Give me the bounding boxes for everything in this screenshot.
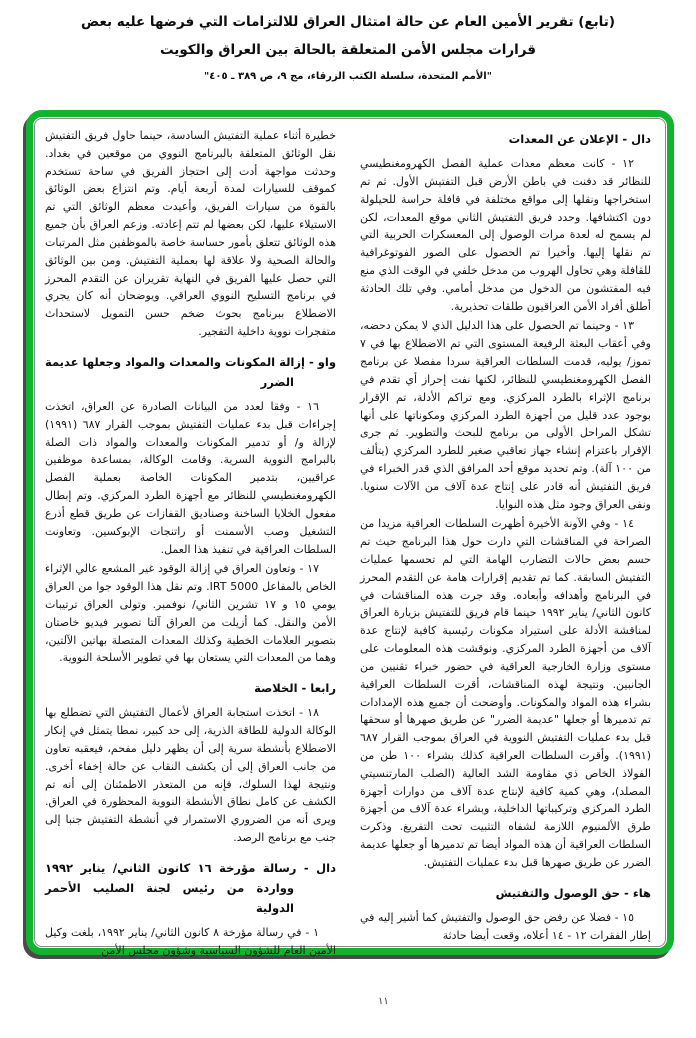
paragraph-13: ١٣ - وحينما تم الحصول على هذا الدليل الذي لا يمكن دحضه، وفي أعقاب البعثة الرفيعة المستوى التي تم الاضطلاع بها في ٧ تموز/ يوليه، قدمت السلطات العراقية سردا مفصلا عن برنامج الفصل الكهرومغنطيسي للنظائر، لكنها نفت إحراز أي تقدم في برنامج الإثراء بالطرد المركزي. ومع تراكم الأدلة، تم الإقرار بوجود عدد قليل من أجهزة الطرد المركزي ومكوناتها على أنها تشكل المراحل الأولى من برنامج للبحث والتطوير. ثم جرى الإقرار باعتزام إنشاء جهاز تعاقبي صغير للطرد المركزي (يتألف من ١٠٠ آلة). وتم تحديد موقع أحد المرافق الذي قدر الخبراء في فريق التفتيش أنه قادر على إنتاج عدة آلاف من الآلات سنويا. ونفى العراق وجود مثل هذه النوايا.	[360, 319, 652, 511]
section-heading-access-and-inspection: هاء - حق الوصول والتفتيش	[495, 885, 651, 900]
section-heading-letter-red-cross: دال - رسالة مؤرخة ١٦ كانون الثاني/ يناير ١٩٩٢ وواردة من رئيس لجنة الصليب الأحمر الدولية	[45, 860, 336, 916]
header-title-line2: قرارات مجلس الأمن المتعلقة بالحالة بين العراق والكويت	[159, 42, 537, 59]
paragraph-14: ١٤ - وفي الآونة الأخيرة أظهرت السلطات العراقية مزيدا من الصراحة في المناقشات التي دارت حول هذا البرنامج حيث تم حسم بعض حالات التضارب الهامة التي لم تحسمها عمليات التفتيش السابقة. كما تم تقديم إقرارات هامة عن التقدم المحرز في البرنامج وأهدافه وأبعاده. وقد جرت هذه المناقشات في كانون الثاني/ يناير ١٩٩٢ حينما قام فريق للتفتيش بزيارة العراق لمناقشة الأدلة على استيراد مكونات رئيسية كافية لإنتاج عدة آلاف من أجهزة الطرد المركزي. ونوقشت هذه المعلومات على مستوى وزارة الخارجية العراقية في حضور خبراء تقنيين من الجانبين. ونتيجة لهذه المناقشات، أقرت السلطات العراقية بشراء هذه المواد والمكونات. وأوضحت أن جميع هذه الإمدادات تم تدميرها أو جعلها "عديمة الضرر" عن طريق صهرها أو سحقها قبل بدء عمليات التفتيش النووية في العراق بموجب القرار ٦٨٧ (١٩٩١). وأقرت السلطات العراقية كذلك بشراء ١٠٠ طن من الفولاذ الخاص ذي مقاومة الشد العالية (الصلب المارتنسيتي المصلد)، وهي كمية كافية لإنتاج عدة آلاف من دوارات أجهزة الطرد المركزي وتركيباتها الداخلية، وبشراء عدة آلاف من أجهزة طرق الألمنيوم اللازمة لشفاه التثبيت تحت التفريغ. وذكرت السلطات العراقية أن هذه المواد أيضا تم تدميرها أو جعلها عديمة الضرر عن طريق صهرها قبل بدء عمليات التفتيش.	[360, 517, 651, 869]
paragraph-15-continuation: خطيرة أثناء عملية التفتيش السادسة، حينما حاول فريق التفتيش نقل الوثائق المتعلقة بالبرنامج النووي من موقعين في بغداد. وحدثت مواجهة أدت إلى احتجاز الفريق في ساحة تستخدم كموقف للسيارات لمدة أربعة أيام. وتم انتزاع بعض الوثائق بالقوة من سيارات الفريق، وأعيدت معظم الوثائق التي تم الاستيلاء عليها، لكن بعضها لم تتم إعادته. وزعم العراق بأن جميع هذه الوثائق تتعلق بأمور حساسة خاصة بالموظفين مثل المرتبات والحالة الصحية ولا علاقة لها بعملية التفتيش. ومن بين الوثائق التي حصل عليها الفريق في النهاية تقريران عن التقدم المحرز في برنامج التسليح النووي العراقي. ويوضحان أنه كان يجري الاضطلاع ببرنامج بحوث ضخم حسن التمويل لاستحداث متفجرات نووية داخلية التفجير.	[45, 129, 336, 338]
paragraph-12: ١٢ - كانت معظم معدات عملية الفصل الكهرومغنطيسي للنظائر قد دفنت في باطن الأرض قبل التفتيش الأول. ثم تم استخراجها ونقلها إلى مواقع مختلفة في قافلة حراسة للحيلولة دون اكتشافها. وحدد فريق التفتيش الثاني موقع المعدات، لكن لم يسمح له لعدة مرات الوصول إلى المعسكرات الحربية التي تم نقلها إليها. وأخيرا تم الحصول على الصور الفوتوغرافية للقافلة وهي تحاول الهروب من مدخل خلفي في الوقت الذي منع فيه المفتشون من الدخول من مدخل أمامي. وفي تلك الحادثة أطلق أفراد الأمن العراقيون طلقات تحذيرية.	[360, 157, 651, 313]
green-highlight-frame	[26, 110, 674, 955]
paragraph-17: ١٧ - وتعاون العراق في إزالة الوقود غير المشعع عالي الإثراء الخاص بالمفاعل IRT 5000. وتم نقل هذا الوقود جوا من العراق يومي ١٥ و ١٧ تشرين الثاني/ نوفمبر. وتولى العراق ترتيبات الأمن والنقل. كما أزيلت من العراق آلتا تصوير فيديو خاصتان بتصوير العلامات الخطية وكذلك المعدات المتصلة بهاتين الآلتين، وهما من المعدات التي يستعان بها في تطوير الأسلحة النووية.	[45, 562, 336, 665]
header-title-line1: (تابع) تقرير الأمين العام عن حالة امتثال العراق للالتزامات التي فرضها عليه بعض	[80, 14, 615, 30]
column-left	[45, 127, 336, 957]
column-right	[360, 127, 651, 940]
paragraph-15: ١٥ - فضلا عن رفض حق الوصول والتفتيش كما أشير إليه في إطار الفقرات ١٢ - ١٤ أعلاه، وقعت أيضا حادثة	[360, 910, 651, 942]
section-heading-removal-of-components: واو - إزالة المكونات والمعدات والمواد وجعلها عديمة الضرر	[45, 354, 336, 389]
paragraph-1: ١ - في رسالة مؤرخة ٨ كانون الثاني/ يناير ١٩٩٢، بلغت وكيل الأمين العام للشؤون السياسية وشؤون مجلس الأمن	[45, 926, 336, 957]
text-columns	[33, 117, 667, 957]
paragraph-18: ١٨ - اتخذت استجابة العراق لأعمال التفتيش التي تضطلع بها الوكالة الدولية للطاقة الذرية، إلى حد كبير، نمطا يتمثل في إنكار الاضطلاع بأنشطة سرية إلى أن يظهر دليل مفحم، فيعقبه تعاون من جانب العراق إلى أن يكشف النقاب عن حالة إخفاء أخرى. ونتيجة لهذا السلوك، فإنه من المتعذر الاطمئنان إلى أنه تم الكشف عن كامل نطاق الأنشطة النووية المحظورة في العراق. ويرى أنه من الضروري الاستمرار في أنشطة التفتيش جنبا إلى جنب مع برنامج الرصد.	[45, 706, 336, 844]
paragraph-16: ١٦ - وفقا لعدد من البيانات الصادرة عن العراق، اتخذت إجراءات قبل بدء عمليات التفتيش بموجب القرار ٦٨٧ (١٩٩١) لإزالة و/ أو تدمير المكونات والمعدات والمواد ذات الصلة بالبرامج النووية السرية. وقامت الوكالة، بمساعدة موظفين عراقيين، بتدمير المكونات الخاصة بعملية الفصل الكهرومغنطيسي للنظائر مع أجهزة الطرد المركزي. وتم إبطال مفعول الخلايا الساخنة وصناديق القفازات عن طريق قطع أذرع التشغيل وصب الأسمنت أو راتنجات الإبوكسين. وتعاونت السلطات العراقية في تنفيذ هذا العمل.	[45, 400, 336, 556]
header-source-citation: "الأمم المتحدة، سلسلة الكتب الزرقاء، مج ٩، ص ٣٨٩ ـ ٤٠٥"	[204, 70, 492, 82]
page-number: ١١	[378, 996, 389, 1007]
section-heading-equipment-declaration: دال - الإعلان عن المعدات	[508, 132, 651, 146]
document-header	[0, 12, 696, 83]
section-heading-conclusion: رابعا - الخلاصة	[254, 681, 336, 696]
